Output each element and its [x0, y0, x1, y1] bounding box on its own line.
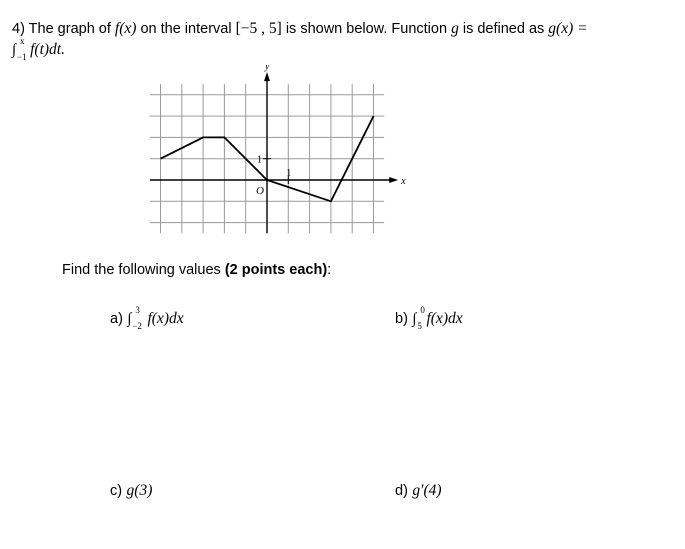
question-text-a: 4) The graph of [12, 21, 111, 37]
part-a-lower: −2 [132, 321, 142, 331]
question-integral: ∫ x −1 [12, 36, 27, 62]
integral-upper-limit: x [20, 36, 25, 46]
graph-axes [150, 72, 398, 233]
x-axis-arrow [389, 177, 398, 183]
question-g: g [451, 20, 459, 37]
part-d [395, 482, 442, 500]
question-line-1 [12, 20, 588, 38]
part-b-lower: 5 [417, 321, 422, 331]
question-text-c: is shown below. Function [285, 21, 448, 37]
question-integrand: f(t)dt. [30, 41, 65, 58]
question-fx: f(x) [114, 20, 137, 37]
part-a-label: a) [110, 311, 123, 327]
part-c [110, 482, 152, 500]
instruction [62, 262, 331, 278]
question-text-d: is defined as [462, 21, 545, 37]
part-b-label: b) [395, 311, 408, 327]
function-graph [148, 65, 408, 243]
x-axis-label: x [401, 176, 406, 187]
origin-label: O [256, 185, 264, 197]
part-c-label: c) [110, 483, 123, 499]
part-b-expr: f(x)dx [426, 310, 463, 327]
question-interval: [−5 , 5] [235, 20, 282, 37]
part-b [395, 305, 463, 331]
question-text-b: on the interval [140, 21, 232, 37]
part-a [110, 305, 184, 331]
question-line-2 [12, 36, 65, 62]
y-axis-arrow [264, 72, 270, 81]
y-tick-label: 1 [257, 154, 262, 166]
integral-lower-limit: −1 [17, 52, 27, 62]
part-a-integral: ∫ 3 −2 [127, 305, 142, 331]
y-axis-label: y [265, 65, 270, 73]
instruction-text: Find the following values [62, 262, 225, 278]
instruction-points: (2 points each) [224, 262, 328, 278]
part-d-label: d) [395, 483, 408, 499]
instruction-colon: : [327, 262, 332, 278]
x-tick-label: 1 [286, 168, 292, 179]
part-a-expr: f(x)dx [147, 310, 184, 327]
question-gx: g(x) = [548, 20, 588, 37]
part-b-integral: ∫ 0 5 [412, 305, 425, 331]
part-d-expr: g′(4) [412, 482, 442, 499]
part-b-upper: 0 [420, 305, 425, 315]
part-c-expr: g(3) [126, 482, 153, 499]
part-a-upper: 3 [135, 305, 140, 315]
